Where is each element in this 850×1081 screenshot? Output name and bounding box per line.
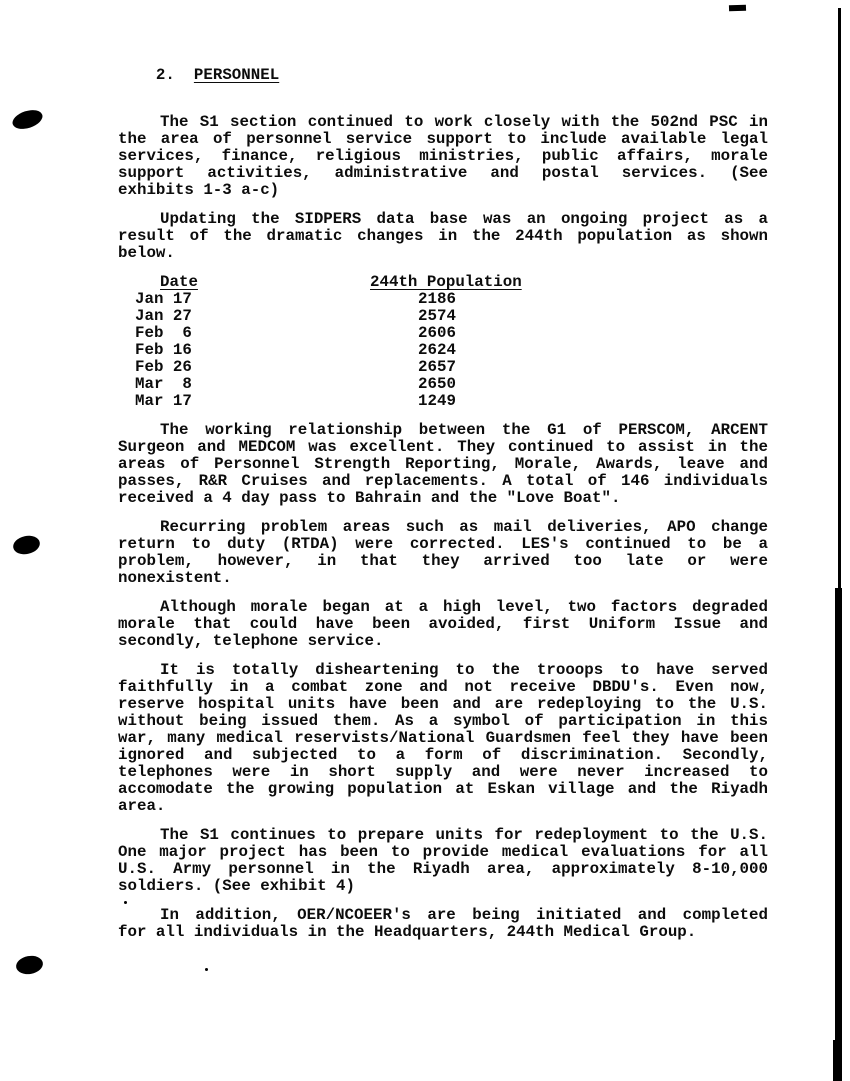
paragraph-line: ignored and subjected to a form of discrimination. Secondly, [118,746,768,764]
paragraph-line: accomodate the growing population at Eskan village and the Riyadh [118,780,768,798]
section-title: PERSONNEL [193,66,280,84]
hole-punch-mark-bottom [15,954,45,976]
table-header-date-label: Date [160,273,198,291]
table-row [118,308,768,325]
table-cell-population: 2574 [418,307,456,325]
paragraph [118,599,768,650]
table-header-date [160,274,370,291]
paragraph [118,519,768,587]
paragraph [118,827,768,895]
section-heading [118,50,768,101]
paragraph-line: It is totally disheartening to the trooops to have served [160,661,768,679]
table-cell-population: 2650 [418,375,456,393]
paragraph [118,114,768,199]
paragraph-line: U.S. Army personnel in the Riyadh area, approximately 8-10,000 [118,860,768,878]
paragraph-line: faithfully in a combat zone and not receive DBDU's. Even now, [118,678,768,696]
paragraph-line: services, finance, religious ministries, public affairs, morale [118,147,768,165]
paragraph-line: secondly, telephone service. [118,632,384,650]
paragraph-line: support activities, administrative and postal services. (See [118,164,768,182]
section-number: 2. [155,66,175,84]
table-cell-date: Feb 6 [135,324,192,342]
right-edge-scan-bar-thick [835,588,842,1043]
paragraph-line: The S1 section continued to work closely with the 502nd PSC in [160,113,768,131]
paragraph-line: area. [118,797,166,815]
paragraph [118,422,768,507]
table-cell-date: Mar 17 [135,392,192,410]
paragraph-line: received a 4 day pass to Bahrain and the "Love Boat". [118,489,621,507]
paragraph [118,907,768,941]
right-edge-scan-line-thin [838,8,841,588]
table-cell-population: 2606 [418,324,456,342]
hole-punch-mark-middle [11,533,41,556]
paragraph-line: reserve hospital units have been and are redeploying to the U.S. [118,695,768,713]
paragraph-line: Although morale began at a high level, two factors degraded [160,598,768,616]
paragraph-line: war, many medical reservists/National Guardsmen feel they have been [118,729,768,747]
paragraph-line: Surgeon and MEDCOM was excellent. They continued to assist in the [118,438,768,456]
paragraph-line: Recurring problem areas such as mail deliveries, APO change [160,518,768,536]
paragraph-line: problem, however, in that they arrived too late or were [118,552,768,570]
paragraph-line: soldiers. (See exhibit 4) [118,877,355,895]
top-edge-scan-mark [729,5,746,12]
paragraph-line: One major project has been to provide medical evaluations for all [118,843,768,861]
table-cell-date: Jan 27 [135,307,192,325]
paragraph-line: In addition, OER/NCOEER's are being initiated and completed [160,906,768,924]
paragraph-line: morale that could have been avoided, first Uniform Issue and [118,615,768,633]
table-row [118,376,768,393]
table-row [118,393,768,410]
paragraph-line: The working relationship between the G1 of PERSCOM, ARCENT [160,421,768,439]
paragraph-line: Updating the SIDPERS data base was an ongoing project as a [160,210,768,228]
paragraph-line: exhibits 1-3 a-c) [118,181,280,199]
paragraph-line: for all individuals in the Headquarters, 244th Medical Group. [118,923,697,941]
right-edge-scan-bar-bottom [833,1040,842,1081]
paragraph-line: telephones were in short supply and were never increased to [118,763,768,781]
table-header-population: 244th Population [370,273,522,291]
paragraph-line: result of the dramatic changes in the 244th population as shown [118,227,768,245]
table-cell-date: Mar 8 [135,375,192,393]
paragraph-line: the area of personnel service support to include available legal [118,130,768,148]
paragraph [118,211,768,262]
table-header-row [118,274,768,291]
table-cell-population: 2186 [418,290,456,308]
paragraph-line: nonexistent. [118,569,232,587]
paragraph [118,662,768,815]
paragraph-line: return to duty (RTDA) were corrected. LES's continued to be a [118,535,768,553]
table-cell-date: Feb 26 [135,358,192,376]
table-cell-population: 1249 [418,392,456,410]
hole-punch-mark-top [10,107,45,133]
table-row [118,342,768,359]
table-cell-date: Feb 16 [135,341,192,359]
table-row [118,325,768,342]
population-table [118,274,768,410]
paragraph-line: The S1 continues to prepare units for redeployment to the U.S. [160,826,768,844]
stray-dot-bottom [205,968,208,971]
document-blocks [118,114,768,941]
paragraph-line: passes, R&R Cruises and replacements. A total of 146 individuals [118,472,768,490]
table-cell-date: Jan 17 [135,290,192,308]
paragraph-line: areas of Personnel Strength Reporting, Morale, Awards, leave and [118,455,768,473]
table-row [118,291,768,308]
table-cell-population: 2624 [418,341,456,359]
paragraph-line: below. [118,244,175,262]
paragraph-line: without being issued them. As a symbol of participation in this [118,712,768,730]
table-cell-population: 2657 [418,358,456,376]
table-row [118,359,768,376]
document-content [118,50,768,953]
